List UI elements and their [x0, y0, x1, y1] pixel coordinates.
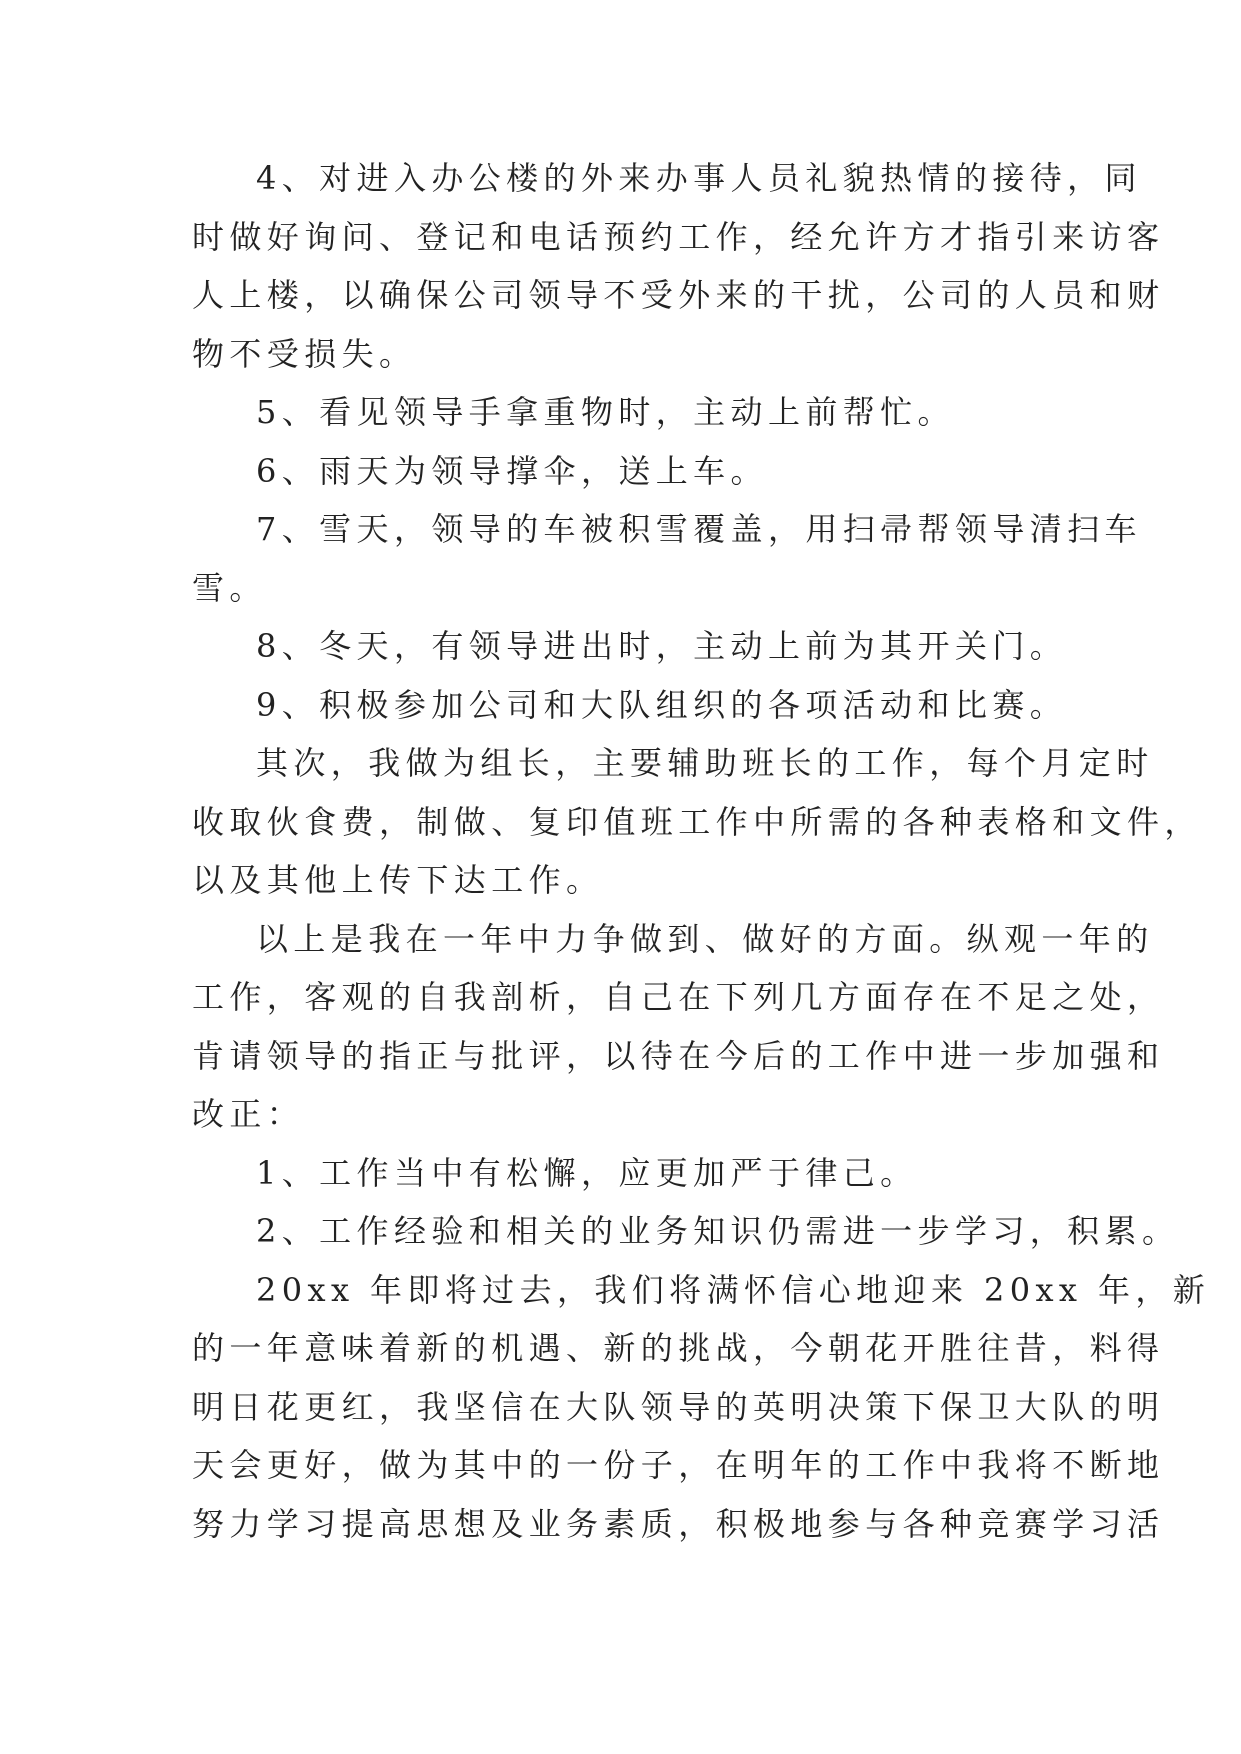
document-body [192, 149, 1211, 1553]
paragraph-activities [192, 676, 1068, 735]
paragraph-line: 5、看见领导手拿重物时，主动上前帮忙。 [256, 393, 955, 431]
paragraph-help-carry [192, 383, 1062, 442]
paragraph-line: 的一年意味着新的机遇、新的挑战，今朝花开胜往昔，料得 [192, 1329, 1165, 1367]
paragraph-line: 以及其他上传下达工作。 [192, 861, 604, 899]
paragraph-line: 改正： [192, 1095, 305, 1133]
paragraph-winter-door [192, 617, 1068, 676]
paragraph-line: 8、冬天，有领导进出时，主动上前为其开关门。 [256, 627, 1068, 665]
paragraph-umbrella [192, 442, 1062, 501]
paragraph-line: 肯请领导的指正与批评，以待在今后的工作中进一步加强和 [192, 1036, 1165, 1075]
paragraph-line: 雪。 [192, 568, 267, 607]
paragraph-line: 人上楼，以确保公司领导不受外来的干扰，公司的人员和财 [192, 276, 1165, 314]
paragraph-line: 其次，我做为组长，主要辅助班长的工作，每个月定时 [256, 744, 1154, 782]
paragraph-line: 以上是我在一年中力争做到、做好的方面。纵观一年的 [256, 919, 1154, 958]
paragraph-group-leader [192, 734, 1202, 910]
paragraph-line: 2、工作经验和相关的业务知识仍需进一步学习，积累。 [256, 1212, 1180, 1250]
paragraph-line: 天会更好，做为其中的一份子，在明年的工作中我将不断地 [192, 1446, 1165, 1484]
paragraph-shortcoming-2 [192, 1202, 1180, 1261]
paragraph-line: 工作，客观的自我剖析，自己在下列几方面存在不足之处， [192, 978, 1165, 1016]
paragraph-reception-duty [192, 149, 1165, 383]
paragraph-line: 1、工作当中有松懈，应更加严于律己。 [256, 1153, 918, 1192]
paragraph-line: 明日花更红，我坚信在大队领导的英明决策下保卫大队的明 [192, 1387, 1165, 1426]
paragraph-line: 20xx 年即将过去，我们将满怀信心地迎来 20xx 年，新 [256, 1270, 1211, 1309]
paragraph-snow [192, 500, 1142, 617]
paragraph-line: 收取伙食费，制做、复印值班工作中所需的各种表格和文件， [192, 802, 1202, 841]
paragraph-line: 6、雨天为领导撑伞，送上车。 [256, 451, 768, 490]
paragraph-self-review [192, 910, 1165, 1144]
paragraph-line: 物不受损失。 [192, 334, 417, 373]
paragraph-line: 时做好询问、登记和电话预约工作，经允许方才指引来访客 [192, 217, 1165, 256]
paragraph-shortcoming-1 [192, 1144, 1062, 1203]
paragraph-line: 努力学习提高思想及业务素质，积极地参与各种竞赛学习活 [192, 1504, 1165, 1543]
paragraph-line: 7、雪天，领导的车被积雪覆盖，用扫帚帮领导清扫车 [256, 510, 1142, 548]
paragraph-outlook [192, 1261, 1211, 1554]
paragraph-line: 4、对进入办公楼的外来办事人员礼貌热情的接待，同 [256, 159, 1142, 197]
paragraph-line: 9、积极参加公司和大队组织的各项活动和比赛。 [256, 685, 1068, 724]
